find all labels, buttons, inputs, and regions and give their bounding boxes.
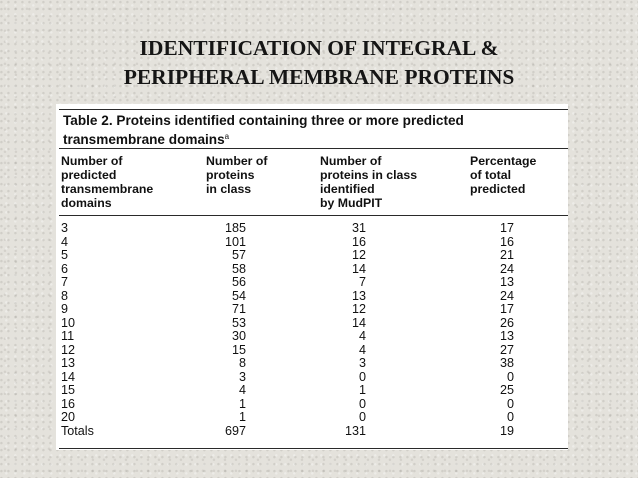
column-header-line: of total [470, 168, 511, 182]
row-tm-domains-cell: 9 [61, 302, 69, 316]
row-percentage-cell: 0 [506, 369, 514, 384]
column-header-line: domains [61, 196, 112, 210]
row-tm-domains-cell: 3 [61, 221, 69, 235]
row-proteins-in-class-cell: 54 [231, 288, 246, 303]
row-proteins-in-class-cell: 53 [231, 315, 246, 330]
row-percentage-cell: 25 [499, 383, 514, 397]
row-identified-by-mudpit-cell: 0 [358, 396, 366, 411]
row-tm-domains-cell: 12 [61, 342, 76, 357]
row-proteins-in-class-cell: 3 [238, 369, 246, 384]
column-header-proteins-in-class [206, 154, 268, 196]
row-proteins-in-class-cell: 1 [238, 396, 246, 411]
row-tm-domains-cell: 15 [61, 383, 76, 397]
table-row [56, 263, 568, 277]
row-tm-domains-cell: 6 [61, 261, 69, 276]
row-tm-domains-cell: 10 [61, 315, 76, 330]
table-caption-line-1: Table 2. Proteins identified containing three or more predicted [63, 113, 464, 128]
table-body [56, 222, 568, 438]
row-percentage-cell: 13 [499, 275, 514, 289]
row-proteins-in-class-cell: 8 [238, 356, 246, 370]
row-identified-by-mudpit-cell: 13 [351, 288, 366, 303]
row-percentage-cell: 13 [499, 329, 514, 343]
table-row [56, 236, 568, 250]
column-header-line: Number of [206, 154, 268, 168]
row-percentage-cell: 24 [499, 288, 514, 303]
table-row [56, 290, 568, 304]
row-identified-by-mudpit-cell: 3 [358, 356, 366, 370]
row-identified-by-mudpit-cell: 0 [358, 369, 366, 384]
table-caption-line-2-text: transmembrane domains [63, 131, 225, 147]
table-row [56, 384, 568, 398]
table-row [56, 303, 568, 317]
row-tm-domains-cell: 7 [61, 275, 69, 289]
row-percentage-cell: 19 [499, 423, 514, 438]
row-percentage-cell: 0 [506, 410, 514, 424]
column-header-line: by MudPIT [320, 196, 383, 210]
row-proteins-in-class-cell: 30 [231, 329, 246, 343]
column-header-line: Number of [61, 154, 123, 168]
column-header-percentage [470, 154, 536, 196]
slide-title-line-1: IDENTIFICATION OF INTEGRAL & [139, 36, 499, 60]
table-caption [63, 113, 563, 147]
row-identified-by-mudpit-cell: 14 [351, 315, 366, 330]
column-header-line: predicted [470, 182, 526, 196]
row-tm-domains-cell: 16 [61, 396, 76, 411]
row-percentage-cell: 16 [499, 234, 514, 249]
table-row [56, 411, 568, 425]
table-row [56, 276, 568, 290]
table-row [56, 222, 568, 236]
row-identified-by-mudpit-cell: 4 [358, 329, 366, 343]
caption-rule [59, 148, 568, 149]
row-percentage-cell: 17 [499, 302, 514, 316]
row-tm-domains-cell: 5 [61, 248, 69, 262]
column-header-line: identified [320, 182, 375, 196]
column-header-line: transmembrane [61, 182, 154, 196]
row-proteins-in-class-cell: 57 [231, 248, 246, 262]
column-header-line: proteins in class [320, 168, 418, 182]
table-row [56, 344, 568, 358]
table-row [56, 249, 568, 263]
row-proteins-in-class-cell: 101 [224, 234, 246, 249]
column-header-tm-domains [61, 154, 153, 210]
row-proteins-in-class-cell: 71 [231, 302, 246, 316]
row-tm-domains-cell: 20 [61, 410, 76, 424]
row-proteins-in-class-cell: 56 [231, 275, 246, 289]
table-top-rule [59, 109, 568, 110]
table-row [56, 357, 568, 371]
column-header-line: Number of [320, 154, 382, 168]
row-tm-domains-cell: 11 [61, 329, 75, 343]
table-panel [56, 104, 568, 450]
table-row [56, 398, 568, 412]
row-percentage-cell: 27 [499, 342, 514, 357]
row-identified-by-mudpit-cell: 14 [351, 261, 366, 276]
row-identified-by-mudpit-cell: 4 [358, 342, 366, 357]
row-percentage-cell: 17 [499, 221, 514, 235]
row-proteins-in-class-cell: 185 [224, 221, 246, 235]
row-proteins-in-class-cell: 58 [231, 261, 246, 276]
table-row [56, 371, 568, 385]
row-percentage-cell: 0 [506, 396, 514, 411]
table-row [56, 330, 568, 344]
row-identified-by-mudpit-cell: 12 [351, 302, 366, 316]
column-header-line: proteins [206, 168, 255, 182]
table-bottom-rule [59, 448, 568, 449]
table-row [56, 317, 568, 331]
row-proteins-in-class-cell: 4 [238, 383, 246, 397]
row-tm-domains-cell: 13 [61, 356, 76, 370]
row-percentage-cell: 24 [499, 261, 514, 276]
row-tm-domains-cell: 14 [61, 369, 76, 384]
row-identified-by-mudpit-cell: 12 [351, 248, 366, 262]
row-tm-domains-cell: 8 [61, 288, 69, 303]
row-tm-domains-cell: 4 [61, 234, 69, 249]
row-identified-by-mudpit-cell: 1 [358, 383, 366, 397]
row-identified-by-mudpit-cell: 31 [351, 221, 366, 235]
table-row [56, 425, 568, 439]
slide-title-line-2: PERIPHERAL MEMBRANE PROTEINS [123, 65, 515, 89]
slide-title [0, 34, 638, 92]
table-caption-line-2 [63, 129, 563, 148]
row-percentage-cell: 21 [499, 248, 514, 262]
column-header-line: in class [206, 182, 252, 196]
row-identified-by-mudpit-cell: 131 [344, 423, 366, 438]
row-percentage-cell: 26 [499, 315, 514, 330]
row-proteins-in-class-cell: 697 [224, 423, 246, 438]
row-percentage-cell: 38 [499, 356, 514, 370]
column-header-line: Percentage [470, 154, 537, 168]
column-header-identified-by-mudpit [320, 154, 417, 210]
row-identified-by-mudpit-cell: 7 [358, 275, 366, 289]
row-proteins-in-class-cell: 15 [231, 342, 246, 357]
row-tm-domains-cell: Totals [61, 423, 94, 438]
table-caption-footnote-marker: a [224, 131, 230, 141]
header-rule [59, 215, 568, 216]
row-identified-by-mudpit-cell: 0 [358, 410, 366, 424]
row-identified-by-mudpit-cell: 16 [351, 234, 366, 249]
column-header-line: predicted [61, 168, 117, 182]
row-proteins-in-class-cell: 1 [238, 410, 246, 424]
